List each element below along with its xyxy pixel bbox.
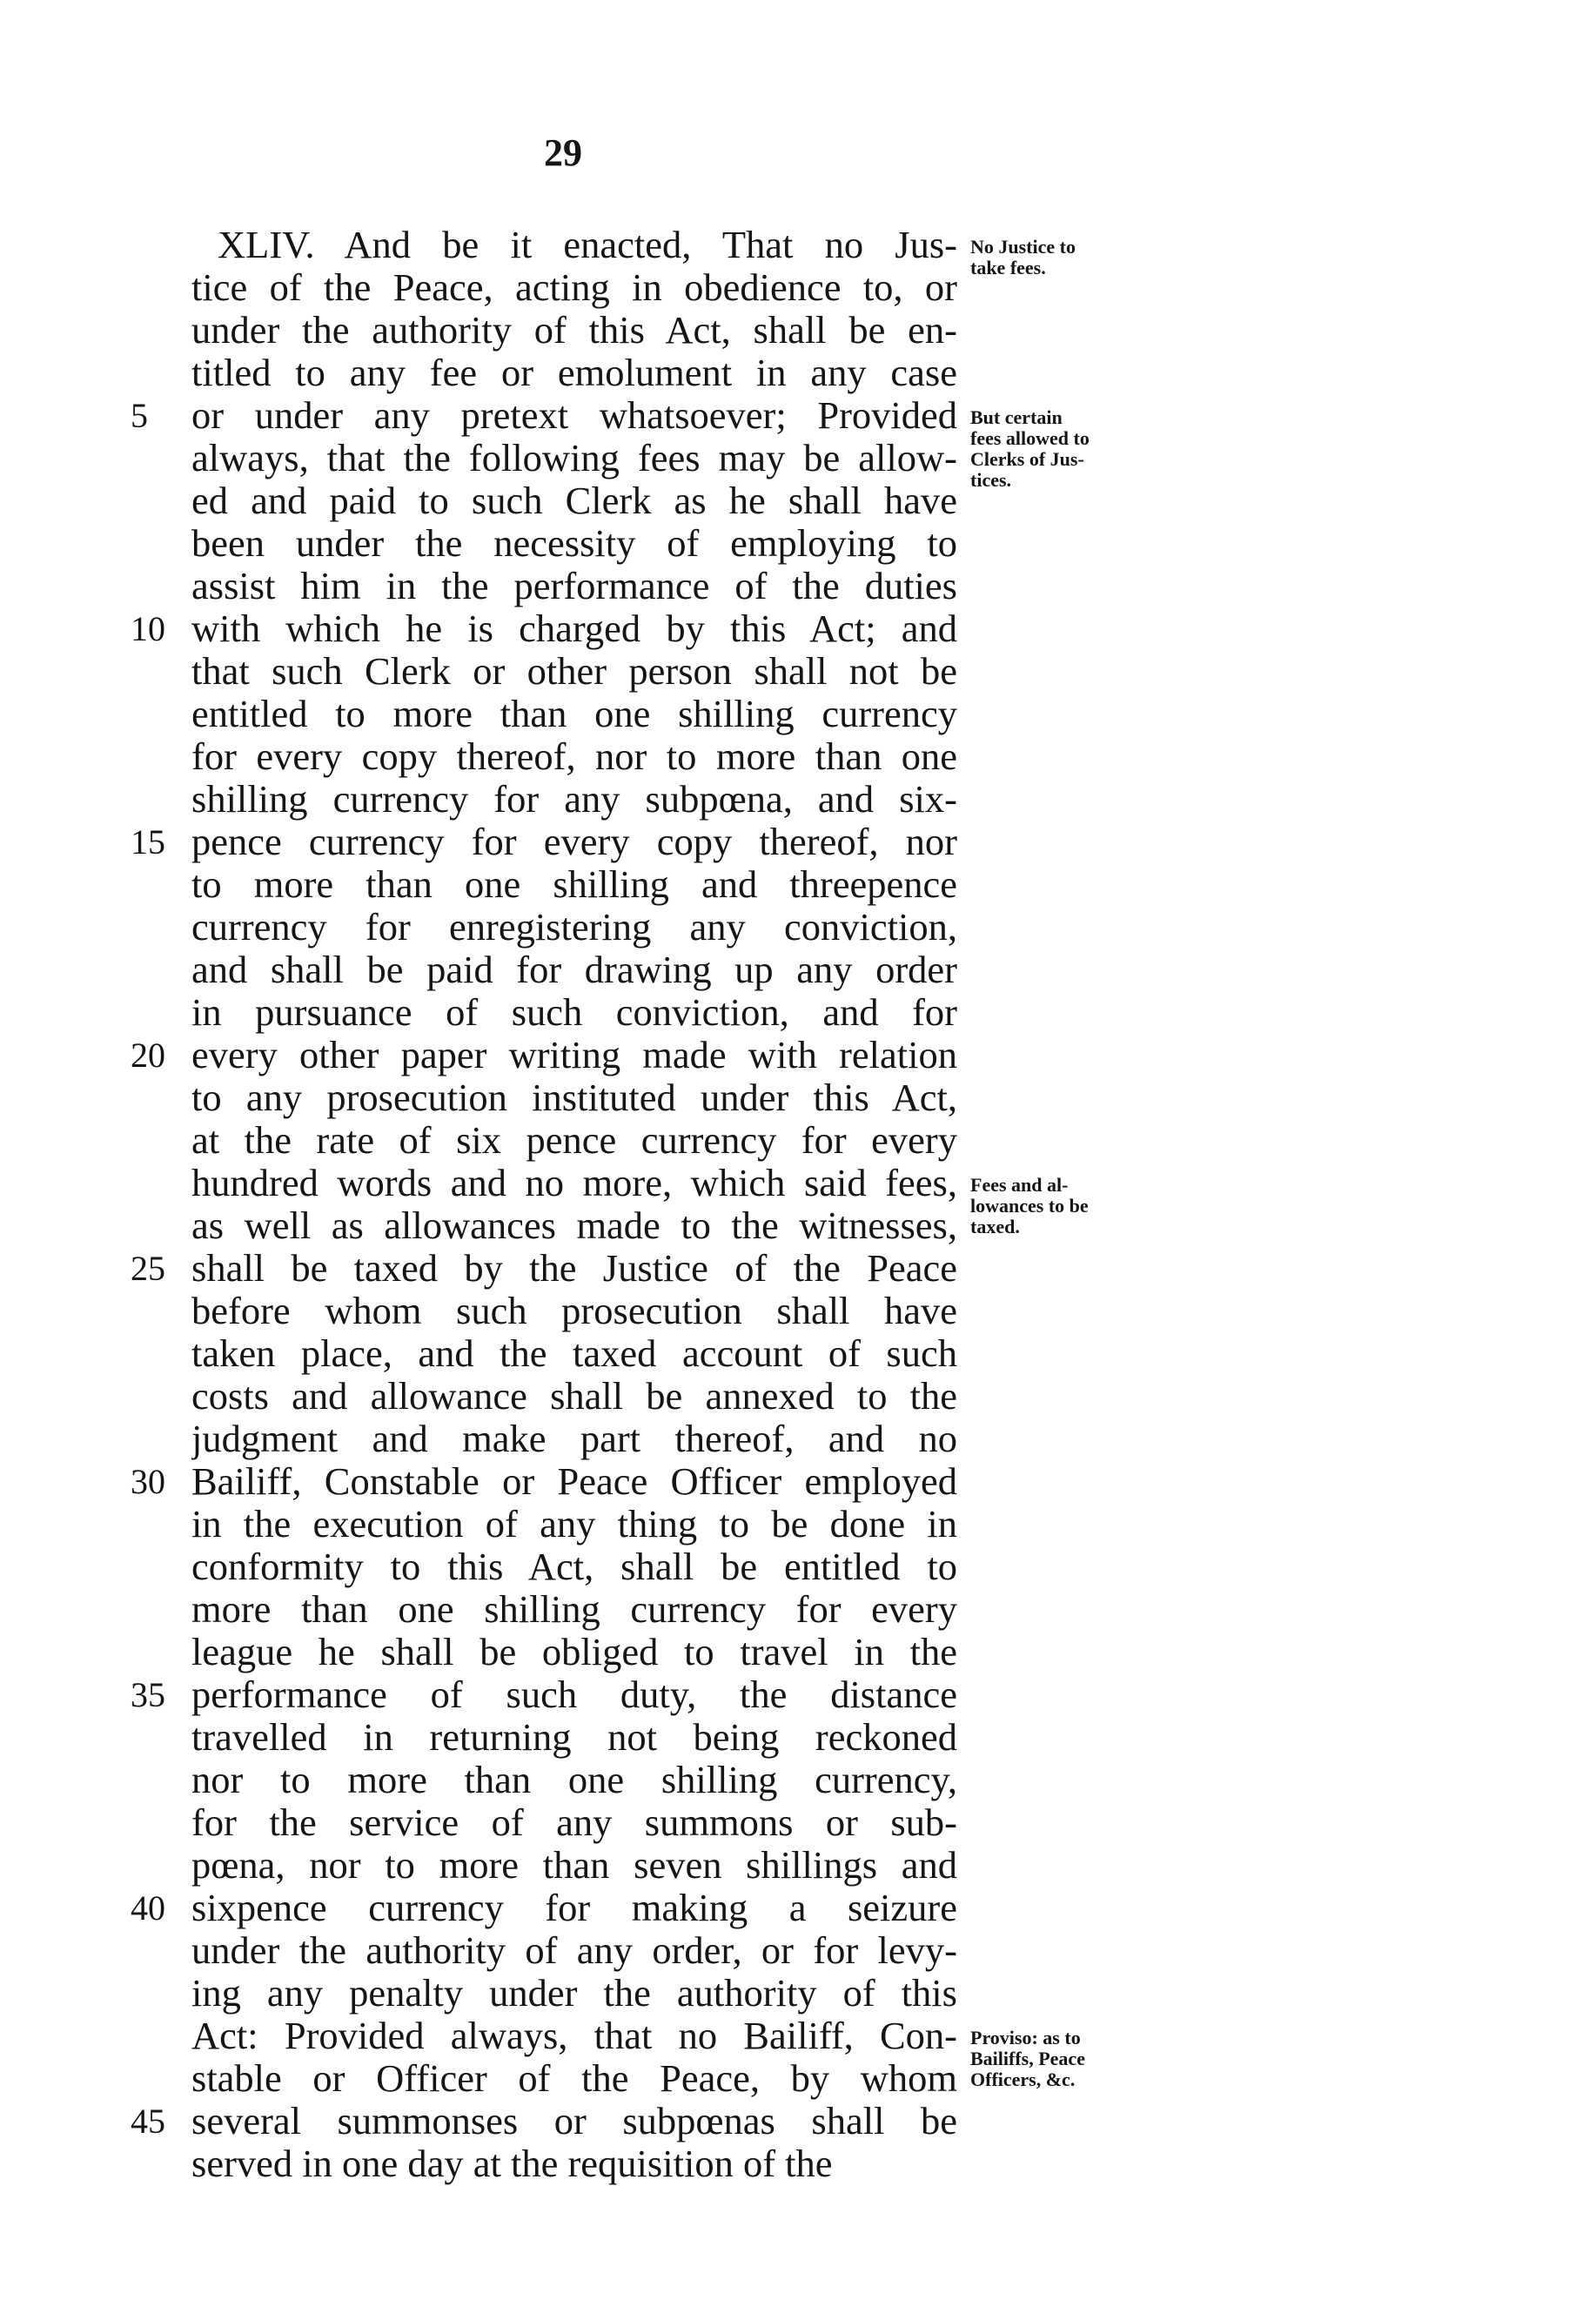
text-line: shilling currency for any subpœna, and six- bbox=[191, 778, 957, 821]
margin-note-line: But certain bbox=[970, 406, 1063, 428]
text-line: served in one day at the requisition of the bbox=[191, 2142, 833, 2185]
text-line: for every copy thereof, nor to more than one bbox=[191, 735, 957, 778]
text-line: under the authority of any order, or for levy- bbox=[191, 1929, 957, 1972]
text-line: ed and paid to such Clerk as he shall have bbox=[191, 479, 957, 522]
text-line: tice of the Peace, acting in obedience to, or bbox=[191, 266, 957, 309]
text-line: before whom such prosecution shall have bbox=[191, 1290, 957, 1332]
text-line: Act: Provided always, that no Bailiff, Con- bbox=[191, 2015, 957, 2057]
line-number: 5 bbox=[131, 396, 148, 435]
line-number: 30 bbox=[131, 1462, 165, 1501]
text-line: for the service of any summons or sub- bbox=[191, 1801, 957, 1844]
text-line: every other paper writing made with relation bbox=[191, 1034, 957, 1076]
line-number: 25 bbox=[131, 1249, 165, 1288]
text-line: more than one shilling currency for every bbox=[191, 1588, 957, 1631]
margin-note-no-justice-fees bbox=[970, 237, 1153, 278]
text-line: to any prosecution instituted under this Act, bbox=[191, 1076, 957, 1119]
text-line: several summonses or subpœnas shall be bbox=[191, 2100, 957, 2142]
text-line: in pursuance of such conviction, and for bbox=[191, 991, 957, 1034]
text-line: sixpence currency for making a seizure bbox=[191, 1887, 957, 1929]
text-line: and shall be paid for drawing up any order bbox=[191, 949, 957, 991]
text-line: league he shall be obliged to travel in the bbox=[191, 1631, 957, 1673]
text-line: pœna, nor to more than seven shillings and bbox=[191, 1844, 957, 1887]
text-line: ing any penalty under the authority of this bbox=[191, 1972, 957, 2015]
text-line: to more than one shilling and threepence bbox=[191, 863, 957, 906]
text-line: assist him in the performance of the duties bbox=[191, 565, 957, 607]
text-line: stable or Officer of the Peace, by whom bbox=[191, 2057, 957, 2100]
margin-note-line: No Justice to bbox=[970, 236, 1076, 258]
text-line: entitled to more than one shilling currency bbox=[191, 693, 957, 735]
text-line: under the authority of this Act, shall be en- bbox=[191, 309, 957, 352]
margin-note-line: fees allowed to bbox=[970, 427, 1090, 449]
text-line: at the rate of six pence currency for every bbox=[191, 1119, 957, 1162]
line-number: 10 bbox=[131, 609, 165, 648]
text-line: in the execution of any thing to be done in bbox=[191, 1503, 957, 1546]
margin-note-line: Fees and al- bbox=[970, 1174, 1069, 1196]
text-line: with which he is charged by this Act; and bbox=[191, 607, 957, 650]
margin-note-line: Clerks of Jus- bbox=[970, 448, 1084, 470]
text-line: nor to more than one shilling currency, bbox=[191, 1759, 957, 1801]
text-line: titled to any fee or emolument in any case bbox=[191, 352, 957, 394]
line-number: 45 bbox=[131, 2102, 165, 2141]
text-line: as well as allowances made to the witnesses, bbox=[191, 1204, 957, 1247]
text-line: travelled in returning not being reckoned bbox=[191, 1716, 957, 1759]
text-line: shall be taxed by the Justice of the Peace bbox=[191, 1247, 957, 1290]
text-line: Bailiff, Constable or Peace Officer employed bbox=[191, 1460, 957, 1503]
page-number: 29 bbox=[544, 131, 582, 174]
text-line: conformity to this Act, shall be entitled to bbox=[191, 1546, 957, 1588]
margin-note-line: Proviso: as to bbox=[970, 2027, 1081, 2048]
text-line: or under any pretext whatsoever; Provided bbox=[191, 394, 957, 437]
text-line: hundred words and no more, which said fees, bbox=[191, 1162, 957, 1204]
margin-note-line: taxed. bbox=[970, 1216, 1020, 1237]
margin-note-fees-allowed bbox=[970, 407, 1153, 491]
margin-note-line: Officers, &c. bbox=[970, 2069, 1076, 2090]
text-line: XLIV. And be it enacted, That no Jus- bbox=[218, 224, 957, 266]
text-line: always, that the following fees may be allow- bbox=[191, 437, 957, 479]
line-number: 35 bbox=[131, 1675, 165, 1714]
margin-note-line: tices. bbox=[970, 469, 1012, 491]
line-number: 15 bbox=[131, 822, 165, 862]
text-line: currency for enregistering any conviction, bbox=[191, 906, 957, 949]
margin-note-fees-taxed bbox=[970, 1175, 1153, 1237]
text-line: judgment and make part thereof, and no bbox=[191, 1418, 957, 1460]
text-line: that such Clerk or other person shall not be bbox=[191, 650, 957, 693]
text-line: been under the necessity of employing to bbox=[191, 522, 957, 565]
text-line: taken place, and the taxed account of such bbox=[191, 1332, 957, 1375]
text-line: costs and allowance shall be annexed to the bbox=[191, 1375, 957, 1418]
margin-note-proviso bbox=[970, 2028, 1153, 2090]
margin-note-line: Bailiffs, Peace bbox=[970, 2048, 1085, 2069]
text-line: performance of such duty, the distance bbox=[191, 1673, 957, 1716]
margin-note-line: lowances to be bbox=[970, 1195, 1089, 1217]
margin-note-line: take fees. bbox=[970, 257, 1046, 278]
line-number: 20 bbox=[131, 1036, 165, 1075]
text-line: pence currency for every copy thereof, nor bbox=[191, 821, 957, 863]
line-number: 40 bbox=[131, 1888, 165, 1928]
